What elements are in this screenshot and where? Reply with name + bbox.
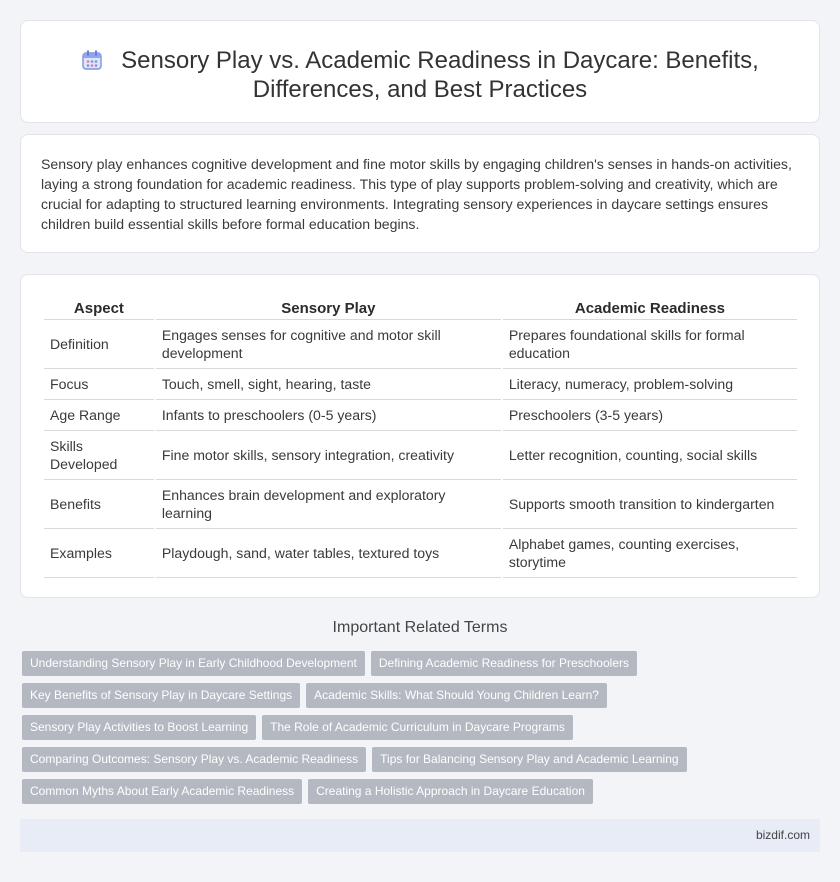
footer-site-link[interactable]: bizdif.com <box>755 828 810 842</box>
related-term-tag[interactable]: Creating a Holistic Approach in Daycare Education <box>308 779 593 804</box>
comparison-table <box>42 296 799 578</box>
related-term-tag[interactable]: Sensory Play Activities to Boost Learning <box>22 715 256 740</box>
table-cell-sensory: Playdough, sand, water tables, textured toys <box>156 529 501 578</box>
related-term-tag[interactable]: The Role of Academic Curriculum in Daycare Programs <box>262 715 573 740</box>
table-row <box>44 369 797 400</box>
calendar-icon <box>81 49 103 71</box>
table-cell-aspect: Benefits <box>44 480 154 529</box>
header-aspect: Aspect <box>44 296 154 320</box>
table-cell-aspect: Skills Developed <box>44 431 154 480</box>
table-cell-sensory: Fine motor skills, sensory integration, creativity <box>156 431 501 480</box>
table-cell-aspect: Focus <box>44 369 154 400</box>
table-row <box>44 480 797 529</box>
related-terms-list <box>22 651 822 811</box>
page-title <box>21 46 819 104</box>
title-card <box>20 20 820 123</box>
table-cell-sensory: Engages senses for cognitive and motor skill development <box>156 320 501 369</box>
table-cell-academic: Supports smooth transition to kindergarten <box>503 480 797 529</box>
intro-paragraph: Sensory play enhances cognitive development and fine motor skills by engaging children's senses in hands-on activities, laying a strong foundation for academic readiness. This type of play supports problem-solving and creativity, which are crucial for adapting to structured learning environments. Integrating sensory experiences in daycare settings ensures children build essential skills before formal education begins. <box>41 156 792 232</box>
related-term-tag[interactable]: Understanding Sensory Play in Early Childhood Development <box>22 651 365 676</box>
table-row <box>44 529 797 578</box>
intro-card <box>20 134 820 253</box>
table-cell-academic: Alphabet games, counting exercises, storytime <box>503 529 797 578</box>
page-title-line2: Differences, and Best Practices <box>252 76 588 103</box>
table-row <box>44 431 797 480</box>
related-term-tag[interactable]: Comparing Outcomes: Sensory Play vs. Academic Readiness <box>22 747 366 772</box>
related-term-tag[interactable]: Tips for Balancing Sensory Play and Academic Learning <box>372 747 686 772</box>
table-cell-academic: Prepares foundational skills for formal education <box>503 320 797 369</box>
comparison-card <box>20 274 820 598</box>
table-cell-sensory: Infants to preschoolers (0-5 years) <box>156 400 501 431</box>
table-cell-aspect: Age Range <box>44 400 154 431</box>
table-cell-academic: Letter recognition, counting, social skills <box>503 431 797 480</box>
table-row <box>44 320 797 369</box>
table-cell-sensory: Enhances brain development and exploratory learning <box>156 480 501 529</box>
page-title-line1: Sensory Play vs. Academic Readiness in Daycare: Benefits, <box>121 47 759 74</box>
table-cell-aspect: Examples <box>44 529 154 578</box>
table-header-row <box>44 296 797 320</box>
table-cell-academic: Literacy, numeracy, problem-solving <box>503 369 797 400</box>
table-cell-sensory: Touch, smell, sight, hearing, taste <box>156 369 501 400</box>
table-row <box>44 400 797 431</box>
header-sensory-play: Sensory Play <box>156 296 501 320</box>
related-term-tag[interactable]: Common Myths About Early Academic Readiness <box>22 779 302 804</box>
header-academic-readiness: Academic Readiness <box>503 296 797 320</box>
related-term-tag[interactable]: Academic Skills: What Should Young Children Learn? <box>306 683 607 708</box>
table-cell-aspect: Definition <box>44 320 154 369</box>
related-term-tag[interactable]: Defining Academic Readiness for Preschoolers <box>371 651 637 676</box>
table-cell-academic: Preschoolers (3-5 years) <box>503 400 797 431</box>
related-term-tag[interactable]: Key Benefits of Sensory Play in Daycare Settings <box>22 683 300 708</box>
footer <box>20 819 820 852</box>
related-terms-heading: Important Related Terms <box>332 619 508 636</box>
